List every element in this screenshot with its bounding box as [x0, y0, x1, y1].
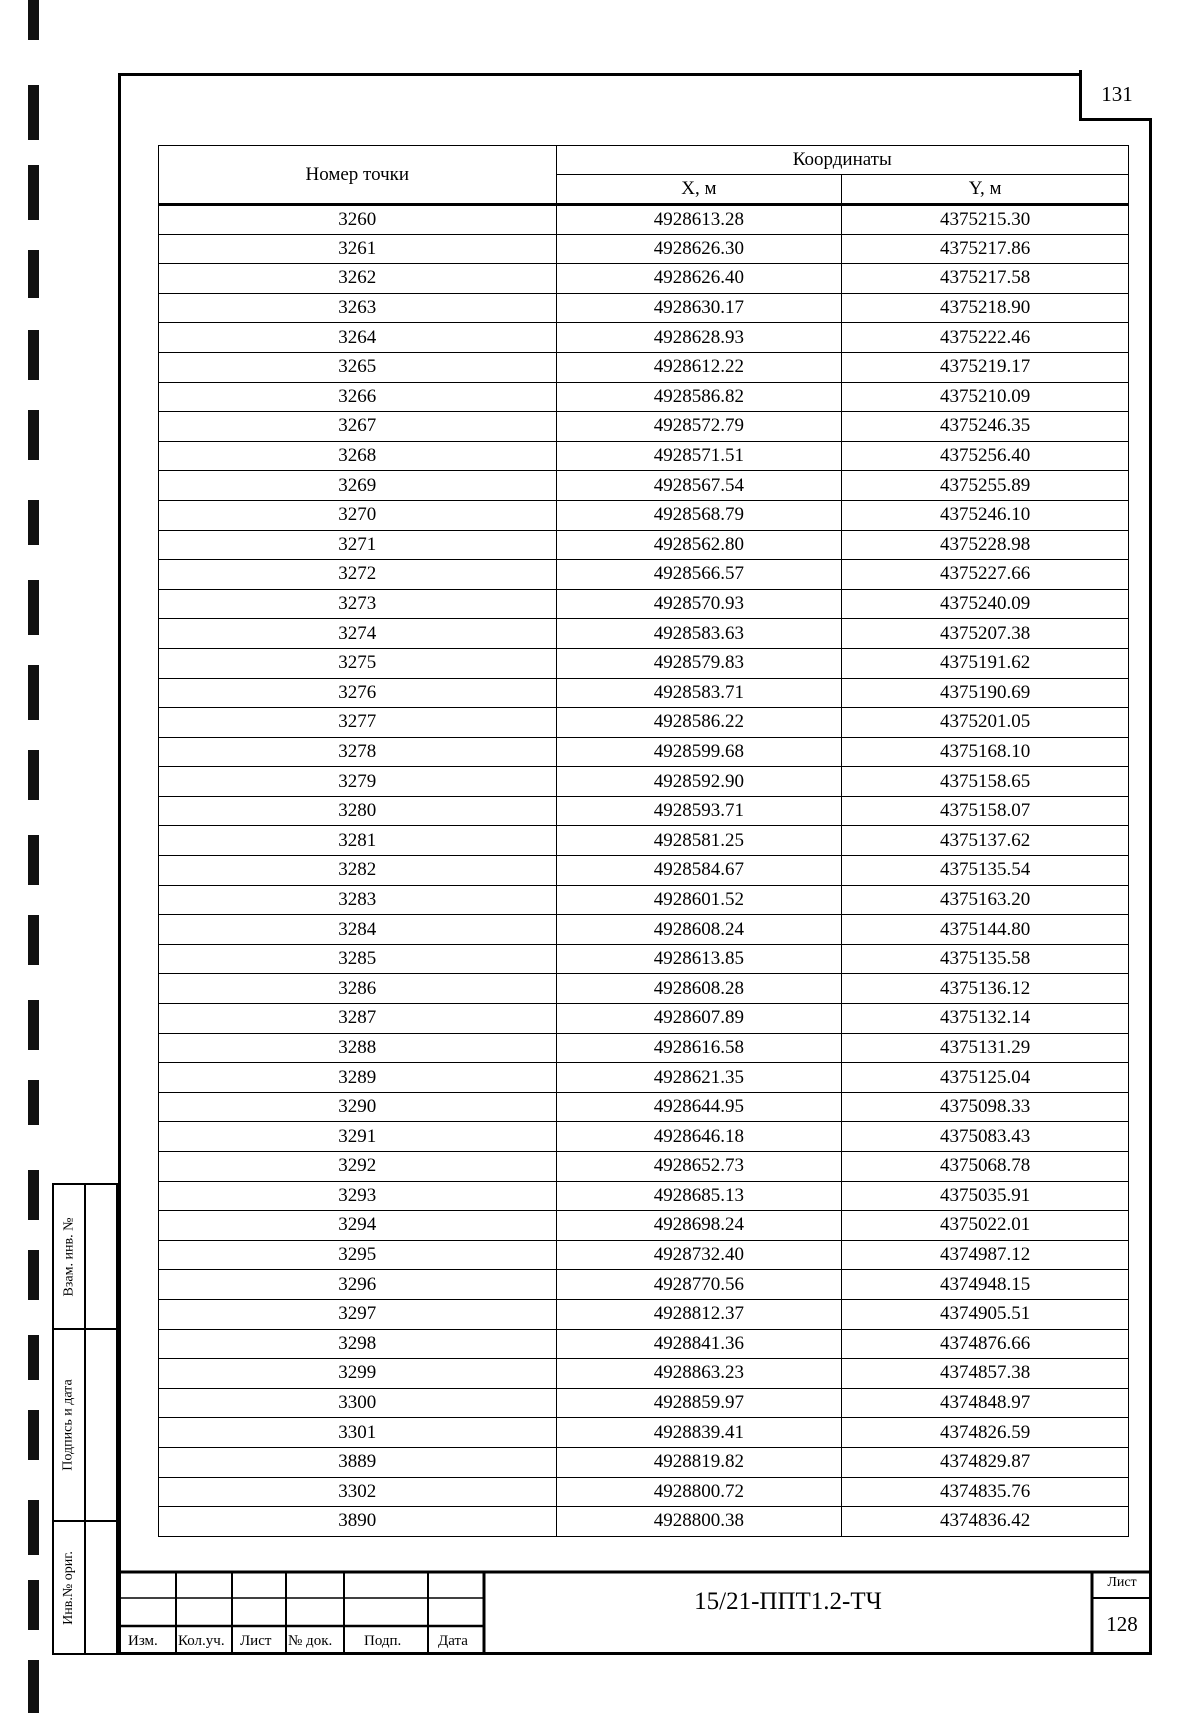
x-coordinate-cell: 4928568.79: [556, 500, 842, 530]
y-coordinate-cell: 4375191.62: [842, 648, 1129, 678]
table-row: [159, 382, 1129, 412]
y-coordinate-cell: 4375227.66: [842, 560, 1129, 590]
binding-mark: [28, 1080, 39, 1125]
x-coordinate-cell: 4928652.73: [556, 1152, 842, 1182]
y-coordinate-cell: 4374948.15: [842, 1270, 1129, 1300]
point-number-cell: 3270: [159, 500, 557, 530]
y-coordinate-cell: 4375228.98: [842, 530, 1129, 560]
binding-mark: [28, 500, 39, 545]
point-number-cell: 3298: [159, 1329, 557, 1359]
x-coordinate-cell: 4928583.63: [556, 619, 842, 649]
point-number-cell: 3299: [159, 1359, 557, 1389]
y-coordinate-cell: 4375222.46: [842, 323, 1129, 353]
y-coordinate-cell: 4374826.59: [842, 1418, 1129, 1448]
table-row: [159, 560, 1129, 590]
binding-mark: [28, 410, 39, 460]
point-number-cell: 3265: [159, 352, 557, 382]
title-block-izm: Изм.: [128, 1633, 158, 1649]
y-coordinate-cell: 4375135.54: [842, 856, 1129, 886]
table-row: [159, 1388, 1129, 1418]
x-coordinate-cell: 4928571.51: [556, 441, 842, 471]
y-coordinate-cell: 4374836.42: [842, 1507, 1129, 1537]
y-coordinate-cell: 4375131.29: [842, 1033, 1129, 1063]
point-number-cell: 3260: [159, 205, 557, 235]
x-coordinate-cell: 4928562.80: [556, 530, 842, 560]
y-coordinate-cell: 4375163.20: [842, 885, 1129, 915]
x-coordinate-cell: 4928859.97: [556, 1388, 842, 1418]
point-number-cell: 3287: [159, 1004, 557, 1034]
point-number-cell: 3272: [159, 560, 557, 590]
side-stamp-replacement: [52, 1183, 118, 1330]
sheet-number: 128: [1106, 1612, 1138, 1636]
point-number-cell: 3286: [159, 974, 557, 1004]
side-stamp-original: [52, 1520, 118, 1655]
binding-mark: [28, 1250, 39, 1300]
y-coordinate-cell: 4375136.12: [842, 974, 1129, 1004]
y-coordinate-cell: 4374835.76: [842, 1477, 1129, 1507]
x-coordinate-cell: 4928586.22: [556, 708, 842, 738]
y-coordinate-cell: 4375158.65: [842, 767, 1129, 797]
header-y: Y, м: [842, 175, 1129, 205]
sheet-label: Лист: [1107, 1575, 1137, 1590]
y-coordinate-cell: 4375256.40: [842, 441, 1129, 471]
y-coordinate-cell: 4374987.12: [842, 1240, 1129, 1270]
table-row: [159, 293, 1129, 323]
table-row: [159, 1418, 1129, 1448]
point-number-cell: 3282: [159, 856, 557, 886]
table-row: [159, 678, 1129, 708]
title-block: [118, 1570, 1152, 1655]
point-number-cell: 3290: [159, 1092, 557, 1122]
y-coordinate-cell: 4375201.05: [842, 708, 1129, 738]
binding-mark: [28, 330, 39, 380]
table-row: [159, 885, 1129, 915]
point-number-cell: 3263: [159, 293, 557, 323]
binding-mark: [28, 1335, 39, 1380]
binding-mark: [28, 1500, 39, 1555]
binding-mark: [28, 85, 39, 140]
y-coordinate-cell: 4375168.10: [842, 737, 1129, 767]
point-number-cell: 3264: [159, 323, 557, 353]
side-stamp-label: Подпись и дата: [61, 1379, 77, 1471]
x-coordinate-cell: 4928685.13: [556, 1181, 842, 1211]
x-coordinate-cell: 4928613.28: [556, 205, 842, 235]
table-row: [159, 826, 1129, 856]
x-coordinate-cell: 4928626.30: [556, 234, 842, 264]
binding-mark: [28, 750, 39, 800]
x-coordinate-cell: 4928613.85: [556, 944, 842, 974]
table-row: [159, 234, 1129, 264]
point-number-cell: 3277: [159, 708, 557, 738]
x-coordinate-cell: 4928566.57: [556, 560, 842, 590]
x-coordinate-cell: 4928572.79: [556, 412, 842, 442]
binding-mark: [28, 1410, 39, 1460]
table-row: [159, 944, 1129, 974]
binding-mark: [28, 665, 39, 720]
binding-mark: [28, 1580, 39, 1630]
table-row: [159, 1240, 1129, 1270]
x-coordinate-cell: 4928841.36: [556, 1329, 842, 1359]
binding-mark: [28, 1170, 39, 1220]
point-number-cell: 3297: [159, 1299, 557, 1329]
table-row: [159, 1152, 1129, 1182]
x-coordinate-cell: 4928812.37: [556, 1299, 842, 1329]
x-coordinate-cell: 4928630.17: [556, 293, 842, 323]
table-row: [159, 1447, 1129, 1477]
table-row: [159, 323, 1129, 353]
point-number-cell: 3281: [159, 826, 557, 856]
side-stamp-label: Взам. инв. №: [61, 1217, 76, 1296]
binding-mark: [28, 915, 39, 965]
table-row: [159, 1329, 1129, 1359]
point-number-cell: 3261: [159, 234, 557, 264]
x-coordinate-cell: 4928584.67: [556, 856, 842, 886]
table-row: [159, 1181, 1129, 1211]
table-row: [159, 1033, 1129, 1063]
x-coordinate-cell: 4928819.82: [556, 1447, 842, 1477]
y-coordinate-cell: 4374857.38: [842, 1359, 1129, 1389]
binding-mark: [28, 580, 39, 635]
point-number-cell: 3283: [159, 885, 557, 915]
point-number-cell: 3273: [159, 589, 557, 619]
table-row: [159, 737, 1129, 767]
table-row: [159, 1063, 1129, 1093]
x-coordinate-cell: 4928646.18: [556, 1122, 842, 1152]
y-coordinate-cell: 4375158.07: [842, 796, 1129, 826]
x-coordinate-cell: 4928607.89: [556, 1004, 842, 1034]
point-number-cell: 3262: [159, 264, 557, 294]
point-number-cell: 3292: [159, 1152, 557, 1182]
table-row: [159, 1477, 1129, 1507]
table-row: [159, 441, 1129, 471]
point-number-cell: 3291: [159, 1122, 557, 1152]
table-row: [159, 974, 1129, 1004]
y-coordinate-cell: 4375219.17: [842, 352, 1129, 382]
point-number-cell: 3288: [159, 1033, 557, 1063]
x-coordinate-cell: 4928621.35: [556, 1063, 842, 1093]
coordinates-table: [158, 145, 1129, 1537]
x-coordinate-cell: 4928579.83: [556, 648, 842, 678]
table-row: [159, 1004, 1129, 1034]
table-row: [159, 767, 1129, 797]
x-coordinate-cell: 4928592.90: [556, 767, 842, 797]
title-block-podp: Подп.: [364, 1633, 402, 1649]
point-number-cell: 3289: [159, 1063, 557, 1093]
x-coordinate-cell: 4928570.93: [556, 589, 842, 619]
y-coordinate-cell: 4374905.51: [842, 1299, 1129, 1329]
x-coordinate-cell: 4928839.41: [556, 1418, 842, 1448]
table-row: [159, 205, 1129, 235]
table-row: [159, 856, 1129, 886]
y-coordinate-cell: 4375132.14: [842, 1004, 1129, 1034]
side-stamp-label: Инв.№ ориг.: [61, 1550, 77, 1625]
x-coordinate-cell: 4928608.24: [556, 915, 842, 945]
y-coordinate-cell: 4375246.10: [842, 500, 1129, 530]
title-block-data: Дата: [438, 1633, 468, 1649]
y-coordinate-cell: 4375218.90: [842, 293, 1129, 323]
header-coordinates: Координаты: [556, 146, 1128, 175]
x-coordinate-cell: 4928586.82: [556, 382, 842, 412]
point-number-cell: 3284: [159, 915, 557, 945]
point-number-cell: 3274: [159, 619, 557, 649]
x-coordinate-cell: 4928608.28: [556, 974, 842, 1004]
y-coordinate-cell: 4375022.01: [842, 1211, 1129, 1241]
y-coordinate-cell: 4375098.33: [842, 1092, 1129, 1122]
x-coordinate-cell: 4928601.52: [556, 885, 842, 915]
table-row: [159, 619, 1129, 649]
page-corner-number: 131: [1079, 70, 1152, 121]
table-row: [159, 471, 1129, 501]
x-coordinate-cell: 4928567.54: [556, 471, 842, 501]
x-coordinate-cell: 4928732.40: [556, 1240, 842, 1270]
y-coordinate-cell: 4375217.86: [842, 234, 1129, 264]
table-row: [159, 1211, 1129, 1241]
table-row: [159, 264, 1129, 294]
point-number-cell: 3285: [159, 944, 557, 974]
header-x: X, м: [556, 175, 842, 205]
y-coordinate-cell: 4375246.35: [842, 412, 1129, 442]
y-coordinate-cell: 4374848.97: [842, 1388, 1129, 1418]
binding-mark: [28, 1660, 39, 1713]
y-coordinate-cell: 4375135.58: [842, 944, 1129, 974]
point-number-cell: 3278: [159, 737, 557, 767]
table-row: [159, 915, 1129, 945]
y-coordinate-cell: 4375207.38: [842, 619, 1129, 649]
x-coordinate-cell: 4928612.22: [556, 352, 842, 382]
table-row: [159, 796, 1129, 826]
x-coordinate-cell: 4928800.38: [556, 1507, 842, 1537]
x-coordinate-cell: 4928593.71: [556, 796, 842, 826]
table-row: [159, 1092, 1129, 1122]
point-number-cell: 3268: [159, 441, 557, 471]
point-number-cell: 3889: [159, 1447, 557, 1477]
table-row: [159, 500, 1129, 530]
point-number-cell: 3300: [159, 1388, 557, 1418]
side-stamp-signature: [52, 1328, 118, 1522]
title-block-list: Лист: [240, 1633, 272, 1649]
y-coordinate-cell: 4375083.43: [842, 1122, 1129, 1152]
x-coordinate-cell: 4928644.95: [556, 1092, 842, 1122]
x-coordinate-cell: 4928616.58: [556, 1033, 842, 1063]
point-number-cell: 3279: [159, 767, 557, 797]
table-row: [159, 412, 1129, 442]
table-row: [159, 1359, 1129, 1389]
point-number-cell: 3890: [159, 1507, 557, 1537]
y-coordinate-cell: 4374829.87: [842, 1447, 1129, 1477]
x-coordinate-cell: 4928599.68: [556, 737, 842, 767]
x-coordinate-cell: 4928863.23: [556, 1359, 842, 1389]
y-coordinate-cell: 4375137.62: [842, 826, 1129, 856]
y-coordinate-cell: 4375240.09: [842, 589, 1129, 619]
table-row: [159, 708, 1129, 738]
table-row: [159, 589, 1129, 619]
x-coordinate-cell: 4928628.93: [556, 323, 842, 353]
y-coordinate-cell: 4375215.30: [842, 205, 1129, 235]
binding-mark: [28, 835, 39, 885]
point-number-cell: 3293: [159, 1181, 557, 1211]
point-number-cell: 3295: [159, 1240, 557, 1270]
point-number-cell: 3296: [159, 1270, 557, 1300]
binding-mark: [28, 165, 39, 220]
table-row: [159, 1507, 1129, 1537]
point-number-cell: 3267: [159, 412, 557, 442]
x-coordinate-cell: 4928698.24: [556, 1211, 842, 1241]
point-number-cell: 3301: [159, 1418, 557, 1448]
binding-mark: [28, 0, 39, 40]
point-number-cell: 3280: [159, 796, 557, 826]
point-number-cell: 3266: [159, 382, 557, 412]
x-coordinate-cell: 4928583.71: [556, 678, 842, 708]
y-coordinate-cell: 4375217.58: [842, 264, 1129, 294]
point-number-cell: 3271: [159, 530, 557, 560]
y-coordinate-cell: 4375210.09: [842, 382, 1129, 412]
y-coordinate-cell: 4375035.91: [842, 1181, 1129, 1211]
table-row: [159, 530, 1129, 560]
table-row: [159, 1299, 1129, 1329]
point-number-cell: 3276: [159, 678, 557, 708]
title-block-no-dok: № док.: [288, 1633, 333, 1649]
point-number-cell: 3294: [159, 1211, 557, 1241]
x-coordinate-cell: 4928581.25: [556, 826, 842, 856]
table-row: [159, 352, 1129, 382]
document-code: 15/21-ППТ1.2-ТЧ: [694, 1588, 882, 1615]
y-coordinate-cell: 4375068.78: [842, 1152, 1129, 1182]
binding-mark: [28, 250, 39, 298]
y-coordinate-cell: 4375190.69: [842, 678, 1129, 708]
x-coordinate-cell: 4928770.56: [556, 1270, 842, 1300]
x-coordinate-cell: 4928800.72: [556, 1477, 842, 1507]
point-number-cell: 3302: [159, 1477, 557, 1507]
table-row: [159, 1270, 1129, 1300]
x-coordinate-cell: 4928626.40: [556, 264, 842, 294]
title-block-kol-uch: Кол.уч.: [178, 1633, 225, 1649]
y-coordinate-cell: 4375255.89: [842, 471, 1129, 501]
y-coordinate-cell: 4375144.80: [842, 915, 1129, 945]
point-number-cell: 3275: [159, 648, 557, 678]
y-coordinate-cell: 4374876.66: [842, 1329, 1129, 1359]
header-point-number: Номер точки: [159, 146, 557, 205]
table-row: [159, 648, 1129, 678]
y-coordinate-cell: 4375125.04: [842, 1063, 1129, 1093]
point-number-cell: 3269: [159, 471, 557, 501]
binding-mark: [28, 1000, 39, 1050]
table-row: [159, 1122, 1129, 1152]
